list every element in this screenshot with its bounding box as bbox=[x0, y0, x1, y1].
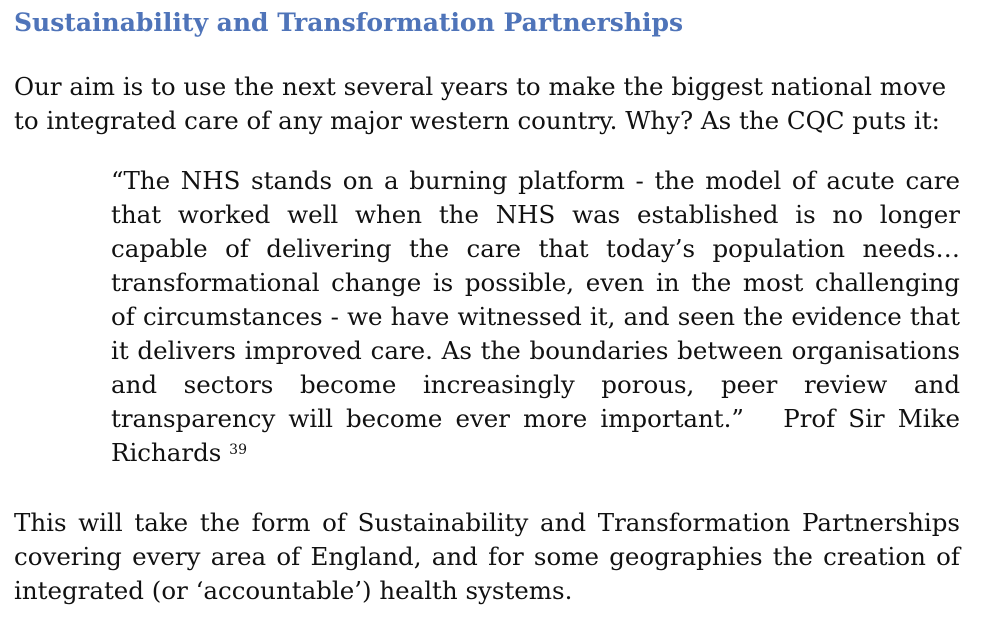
cqc-quote bbox=[111, 164, 960, 470]
intro-paragraph: Our aim is to use the next several years to make the biggest national move to integrated care of any major western country. Why? As the CQC puts it: bbox=[14, 72, 947, 135]
closing-paragraph: This will take the form of Sustainability and Transformation Partnerships covering every area of England, and for some geographies the creation of integrated (or ‘accountable’) health systems. bbox=[14, 508, 960, 605]
footnote-reference[interactable]: 39 bbox=[229, 442, 247, 458]
document-page bbox=[14, 6, 960, 608]
section-heading: Sustainability and Transformation Partnerships bbox=[14, 8, 684, 37]
quote-attribution: Prof Sir Mike Richards bbox=[111, 404, 960, 467]
quote-text: “The NHS stands on a burning platform - the model of acute care that worked well when the NHS was established is no longer capable of delivering the care that today’s population needs… transformational change is possible, even in the most challenging of circumstances - we have witnessed it, and seen the evidence that it delivers improved care. As the boundaries between organisations and sectors become increasingly porous, peer review and transparency will become ever more important.” bbox=[111, 166, 960, 433]
